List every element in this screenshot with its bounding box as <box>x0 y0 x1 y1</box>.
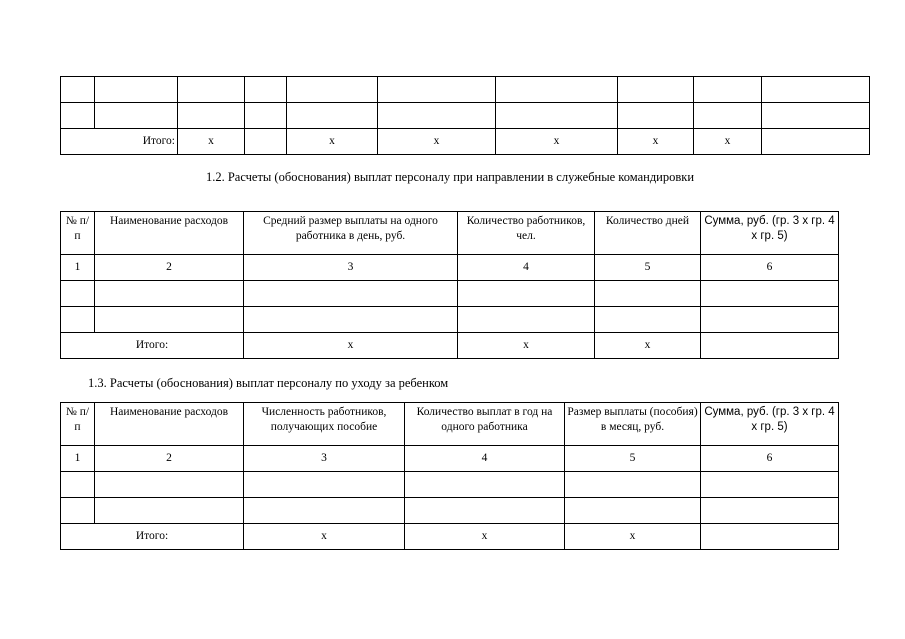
table-cell[interactable] <box>701 498 839 524</box>
table-cell[interactable] <box>694 77 762 103</box>
table-cell[interactable] <box>458 307 595 333</box>
table-cell[interactable] <box>701 472 839 498</box>
column-number: 6 <box>701 446 839 472</box>
total-cell[interactable] <box>245 129 287 155</box>
total-cell: x <box>595 333 701 359</box>
column-number: 3 <box>244 446 405 472</box>
column-number: 4 <box>458 255 595 281</box>
table-cell[interactable] <box>244 472 405 498</box>
column-number: 5 <box>565 446 701 472</box>
total-row <box>61 333 839 359</box>
table-cell[interactable] <box>287 77 378 103</box>
column-number: 2 <box>95 446 244 472</box>
column-header: Сумма, руб. (гр. 3 x гр. 4 x гр. 5) <box>701 212 839 255</box>
table-cell[interactable] <box>565 472 701 498</box>
table-cell[interactable] <box>618 103 694 129</box>
table-cell[interactable] <box>244 498 405 524</box>
header-row <box>61 212 839 255</box>
header-row <box>61 403 839 446</box>
table-cell[interactable] <box>378 103 496 129</box>
business-trip-table <box>60 211 839 359</box>
table-cell[interactable] <box>405 472 565 498</box>
column-number: 2 <box>95 255 244 281</box>
table-cell[interactable] <box>287 103 378 129</box>
column-number: 6 <box>701 255 839 281</box>
table-cell[interactable] <box>762 103 870 129</box>
total-cell: x <box>287 129 378 155</box>
total-cell: x <box>496 129 618 155</box>
table-cell[interactable] <box>95 103 178 129</box>
total-label: Итого: <box>61 129 178 155</box>
total-label: Итого: <box>61 524 244 550</box>
table-row <box>61 281 839 307</box>
table-cell[interactable] <box>378 77 496 103</box>
table-cell[interactable] <box>701 307 839 333</box>
total-cell: x <box>244 333 458 359</box>
table-cell[interactable] <box>245 103 287 129</box>
table-cell[interactable] <box>61 472 95 498</box>
table-row <box>61 307 839 333</box>
total-cell: x <box>565 524 701 550</box>
column-header: № п/п <box>61 403 95 446</box>
table-cell[interactable] <box>95 77 178 103</box>
table-row <box>61 498 839 524</box>
column-header: Размер выплаты (пособия) в месяц, руб. <box>565 403 701 446</box>
table-cell[interactable] <box>61 498 95 524</box>
table-cell[interactable] <box>95 472 244 498</box>
column-number: 4 <box>405 446 565 472</box>
column-header: № п/п <box>61 212 95 255</box>
column-header: Количество работников, чел. <box>458 212 595 255</box>
total-cell: x <box>458 333 595 359</box>
column-number: 5 <box>595 255 701 281</box>
total-cell: x <box>178 129 245 155</box>
column-number: 1 <box>61 446 95 472</box>
column-header: Количество выплат в год на одного работника <box>405 403 565 446</box>
table-cell[interactable] <box>178 77 245 103</box>
column-header: Средний размер выплаты на одного работника в день, руб. <box>244 212 458 255</box>
column-header: Наименование расходов <box>95 212 244 255</box>
table-cell[interactable] <box>595 307 701 333</box>
column-header: Численность работников, получающих пособие <box>244 403 405 446</box>
table-row <box>61 103 870 129</box>
column-number-row <box>61 446 839 472</box>
column-number-row <box>61 255 839 281</box>
table-cell[interactable] <box>595 281 701 307</box>
table-cell[interactable] <box>762 77 870 103</box>
table-cell[interactable] <box>244 281 458 307</box>
section-1-3-title: 1.3. Расчеты (обоснования) выплат персоналу по уходу за ребенком <box>88 376 449 390</box>
total-cell: x <box>244 524 405 550</box>
table-cell[interactable] <box>61 103 95 129</box>
column-header: Наименование расходов <box>95 403 244 446</box>
top-table <box>60 76 870 155</box>
section-1-2-title: 1.2. Расчеты (обоснования) выплат персоналу при направлении в служебные командировки <box>205 170 695 184</box>
table-cell[interactable] <box>496 103 618 129</box>
table-cell[interactable] <box>565 498 701 524</box>
table-cell[interactable] <box>95 498 244 524</box>
childcare-table <box>60 402 839 550</box>
table-cell[interactable] <box>244 307 458 333</box>
column-header: Количество дней <box>595 212 701 255</box>
table-cell[interactable] <box>405 498 565 524</box>
table-cell[interactable] <box>95 281 244 307</box>
total-cell[interactable] <box>701 333 839 359</box>
total-cell: x <box>405 524 565 550</box>
table-cell[interactable] <box>245 77 287 103</box>
total-cell: x <box>378 129 496 155</box>
column-number: 3 <box>244 255 458 281</box>
total-row <box>61 524 839 550</box>
table-cell[interactable] <box>95 307 244 333</box>
column-header: Сумма, руб. (гр. 3 x гр. 4 x гр. 5) <box>701 403 839 446</box>
total-row <box>61 129 870 155</box>
table-cell[interactable] <box>61 281 95 307</box>
table-cell[interactable] <box>61 307 95 333</box>
total-label: Итого: <box>61 333 244 359</box>
table-cell[interactable] <box>458 281 595 307</box>
total-cell: x <box>694 129 762 155</box>
table-cell[interactable] <box>618 77 694 103</box>
table-row <box>61 472 839 498</box>
table-cell[interactable] <box>694 103 762 129</box>
total-cell: x <box>618 129 694 155</box>
table-cell[interactable] <box>61 77 95 103</box>
total-cell[interactable] <box>701 524 839 550</box>
table-cell[interactable] <box>496 77 618 103</box>
table-cell[interactable] <box>178 103 245 129</box>
table-row <box>61 77 870 103</box>
table-cell[interactable] <box>701 281 839 307</box>
total-cell[interactable] <box>762 129 870 155</box>
column-number: 1 <box>61 255 95 281</box>
